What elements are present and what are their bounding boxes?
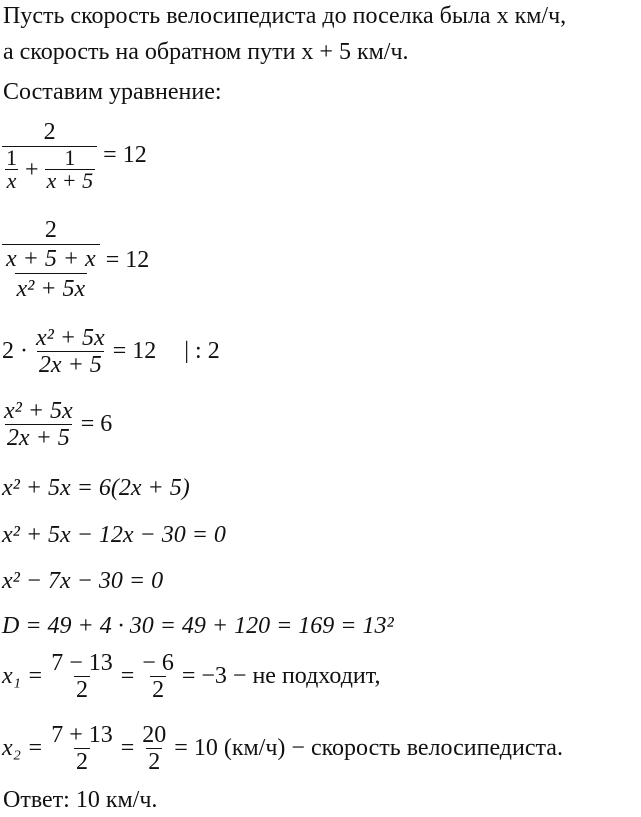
equation-9 bbox=[2, 650, 380, 703]
intro-line-1: Пусть скорость велосипедиста до поселка была x км/ч, bbox=[3, 3, 567, 29]
eq10-f2-den: 2 bbox=[148, 749, 161, 775]
eq9-fraction-1 bbox=[49, 650, 115, 703]
eq2-denominator bbox=[2, 244, 100, 304]
eq10-rest: = 10 (км/ч) − скорость велосипедиста. bbox=[174, 735, 563, 761]
equation-3 bbox=[2, 325, 220, 378]
eq3-num: x² + 5x bbox=[36, 325, 105, 351]
eq10-f2-num: 20 bbox=[142, 722, 167, 748]
eq1-plus: + bbox=[25, 156, 39, 183]
intro-line-2: а скорость на обратном пути x + 5 км/ч. bbox=[3, 39, 409, 65]
eq10-f1-den: 2 bbox=[75, 749, 88, 775]
eq1-sub-b-den: x + 5 bbox=[46, 168, 94, 193]
eq1-sub-fraction-a bbox=[4, 147, 19, 192]
eq4-fraction bbox=[2, 398, 75, 451]
equation-5: x² + 5x = 6(2x + 5) bbox=[2, 475, 190, 501]
equation-6: x² + 5x − 12x − 30 = 0 bbox=[2, 522, 226, 548]
eq9-f2-den: 2 bbox=[152, 677, 165, 703]
eq9-f2-num: − 6 bbox=[142, 650, 174, 676]
eq2-inner-num: x + 5 + x bbox=[6, 246, 96, 272]
eq10-lhs: x₂ = bbox=[2, 735, 44, 761]
eq3-note: | : 2 bbox=[184, 338, 220, 364]
eq3-fraction bbox=[34, 325, 107, 378]
eq10-equals: = bbox=[120, 735, 135, 761]
intro-line-3: Составим уравнение: bbox=[3, 79, 222, 105]
eq2-inner-fraction bbox=[4, 245, 98, 304]
eq1-numerator: 2 bbox=[43, 119, 56, 145]
eq4-den: 2x + 5 bbox=[6, 425, 70, 451]
eq9-f1-num: 7 − 13 bbox=[51, 650, 113, 676]
answer-line: Ответ: 10 км/ч. bbox=[3, 787, 158, 813]
eq1-rhs: = 12 bbox=[103, 141, 147, 168]
eq4-num: x² + 5x bbox=[4, 398, 73, 424]
eq9-fraction-2 bbox=[140, 650, 176, 703]
eq2-main-fraction bbox=[2, 216, 100, 304]
eq2-rhs: = 12 bbox=[105, 246, 150, 273]
eq2-inner-den: x² + 5x bbox=[15, 273, 88, 304]
eq3-lead: 2 · bbox=[2, 338, 28, 364]
eq9-rest: = −3 − не подходит, bbox=[181, 663, 381, 689]
eq9-equals: = bbox=[120, 663, 135, 689]
equation-2 bbox=[2, 216, 149, 304]
eq3-den: 2x + 5 bbox=[38, 352, 102, 378]
eq1-sub-b-num: 1 bbox=[64, 145, 76, 170]
eq1-sub-a-num: 1 bbox=[6, 145, 17, 170]
eq2-numerator: 2 bbox=[44, 217, 57, 243]
eq10-f1-num: 7 + 13 bbox=[51, 722, 113, 748]
eq10-fraction-2 bbox=[140, 722, 168, 775]
eq1-sub-a-den: x bbox=[6, 168, 17, 193]
eq1-denominator bbox=[2, 146, 97, 192]
eq9-f1-den: 2 bbox=[75, 677, 88, 703]
eq1-main-fraction bbox=[2, 118, 97, 192]
equation-8: D = 49 + 4 · 30 = 49 + 120 = 169 = 13² bbox=[2, 613, 394, 639]
eq10-fraction-1 bbox=[49, 722, 115, 775]
eq9-lhs: x₁ = bbox=[2, 663, 44, 689]
eq4-rhs: = 6 bbox=[80, 411, 113, 437]
equation-4 bbox=[2, 398, 112, 451]
eq1-sub-fraction-b bbox=[45, 147, 96, 192]
equation-10 bbox=[2, 722, 563, 775]
eq3-rhs: = 12 bbox=[112, 338, 157, 364]
equation-1 bbox=[2, 118, 147, 192]
equation-7: x² − 7x − 30 = 0 bbox=[2, 568, 164, 594]
